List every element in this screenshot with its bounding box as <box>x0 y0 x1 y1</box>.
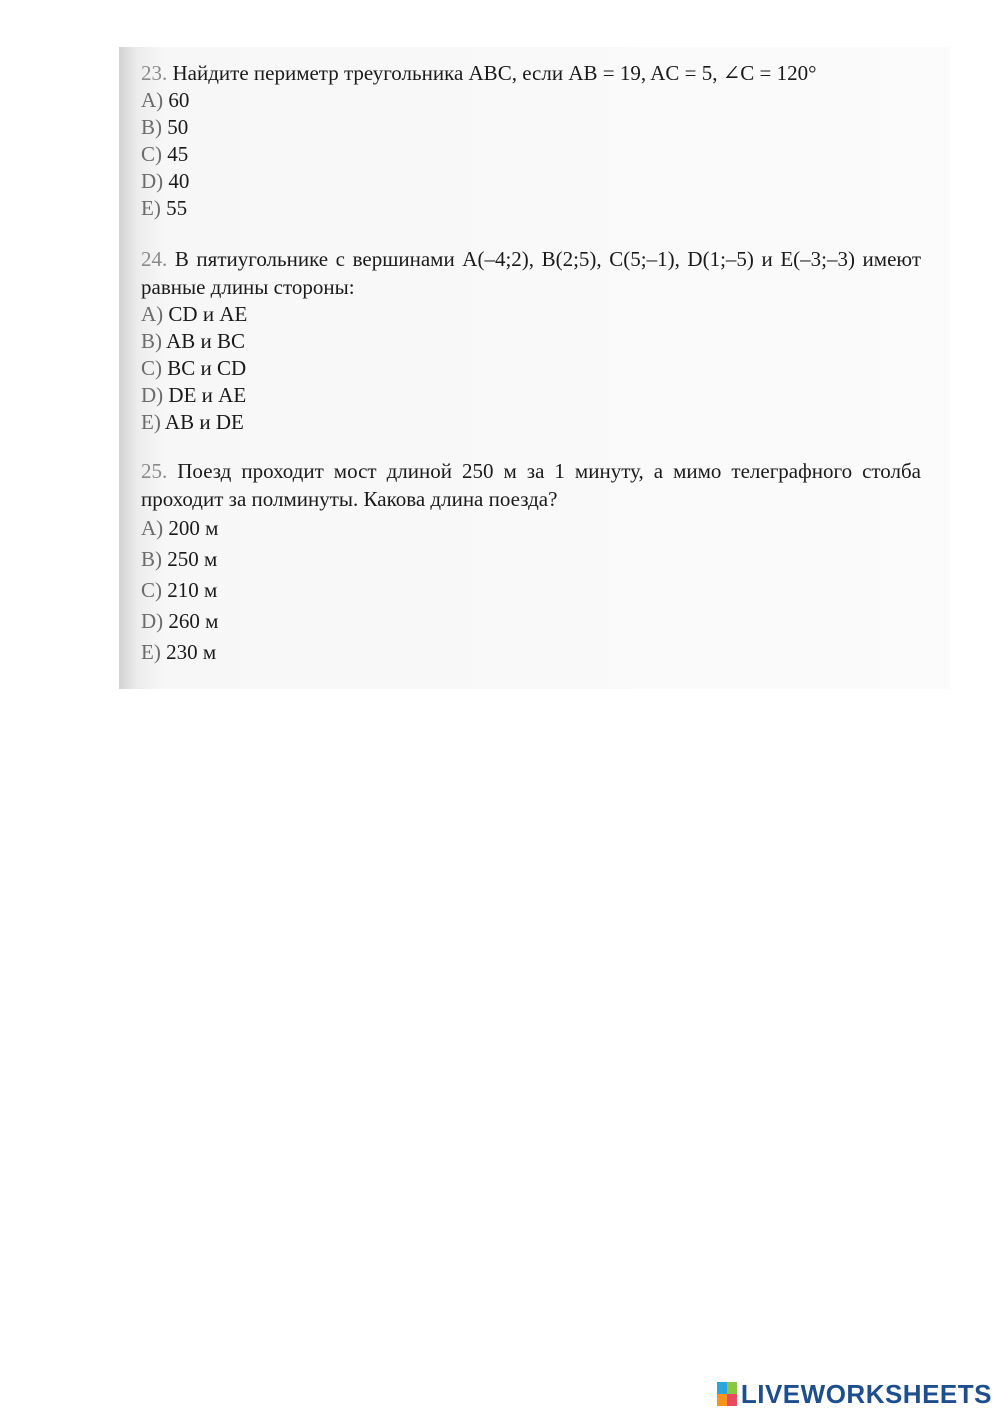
scanned-page <box>119 47 950 689</box>
option-letter: B) <box>141 329 162 353</box>
option-b <box>141 114 921 141</box>
option-letter: D) <box>141 169 164 193</box>
option-value: BC и CD <box>167 356 247 380</box>
option-c <box>141 141 921 168</box>
option-letter: A) <box>141 88 164 112</box>
option-letter: E) <box>141 410 161 434</box>
option-value: 230 м <box>166 640 217 664</box>
option-a <box>141 87 921 114</box>
question-text <box>141 457 921 513</box>
option-letter: B) <box>141 115 162 139</box>
option-value: 250 м <box>167 547 218 571</box>
option-value: 260 м <box>168 609 219 633</box>
option-letter: B) <box>141 547 162 571</box>
option-value: AB и DE <box>164 410 244 434</box>
liveworksheets-brand <box>717 1379 992 1409</box>
option-value: AB и BC <box>166 329 246 353</box>
logo-tile <box>717 1382 727 1394</box>
answer-options <box>141 87 921 222</box>
option-b <box>141 544 921 575</box>
option-value: 60 <box>168 88 190 112</box>
question-text <box>141 59 921 87</box>
answer-options <box>141 301 921 436</box>
logo-tile <box>727 1394 737 1406</box>
option-letter: A) <box>141 302 164 326</box>
question-body: Найдите периметр треугольника ABC, если AB = 19, AC = 5, ∠C = 120° <box>172 61 817 85</box>
question-body: Поезд проходит мост длиной 250 м за 1 минуту, а мимо телеграфного столба проходит за полминуты. Какова длина поезда? <box>141 459 922 511</box>
option-value: CD и AE <box>168 302 248 326</box>
option-letter: D) <box>141 609 164 633</box>
option-a <box>141 301 921 328</box>
option-c <box>141 355 921 382</box>
question-24 <box>141 245 921 436</box>
option-value: 210 м <box>167 578 218 602</box>
option-e <box>141 637 921 668</box>
question-number: 25. <box>141 459 168 483</box>
option-letter: C) <box>141 356 162 380</box>
option-value: 55 <box>166 196 188 220</box>
brand-name: LIVEWORKSHEETS <box>740 1378 992 1409</box>
option-c <box>141 575 921 606</box>
option-letter: C) <box>141 578 162 602</box>
option-value: 45 <box>167 142 189 166</box>
option-letter: D) <box>141 383 164 407</box>
question-text <box>141 245 921 301</box>
option-letter: E) <box>141 640 161 664</box>
option-d <box>141 606 921 637</box>
option-a <box>141 513 921 544</box>
logo-tile <box>717 1394 727 1406</box>
option-d <box>141 168 921 195</box>
option-letter: E) <box>141 196 161 220</box>
liveworksheets-logo-icon <box>717 1382 737 1406</box>
option-value: 200 м <box>168 516 219 540</box>
question-number: 24. <box>141 247 168 271</box>
question-23 <box>141 59 921 222</box>
option-letter: C) <box>141 142 162 166</box>
option-value: 50 <box>167 115 189 139</box>
option-d <box>141 382 921 409</box>
option-b <box>141 328 921 355</box>
question-25 <box>141 457 921 668</box>
question-body: В пятиугольнике с вершинами A(–4;2), B(2;5), C(5;–1), D(1;–5) и E(–3;–3) имеют равные длины стороны: <box>141 247 921 299</box>
option-letter: A) <box>141 516 164 540</box>
answer-options <box>141 513 921 668</box>
logo-tile <box>727 1382 737 1394</box>
option-value: DE и AE <box>168 383 247 407</box>
option-value: 40 <box>168 169 190 193</box>
question-number: 23. <box>141 61 168 85</box>
option-e <box>141 409 921 436</box>
option-e <box>141 195 921 222</box>
